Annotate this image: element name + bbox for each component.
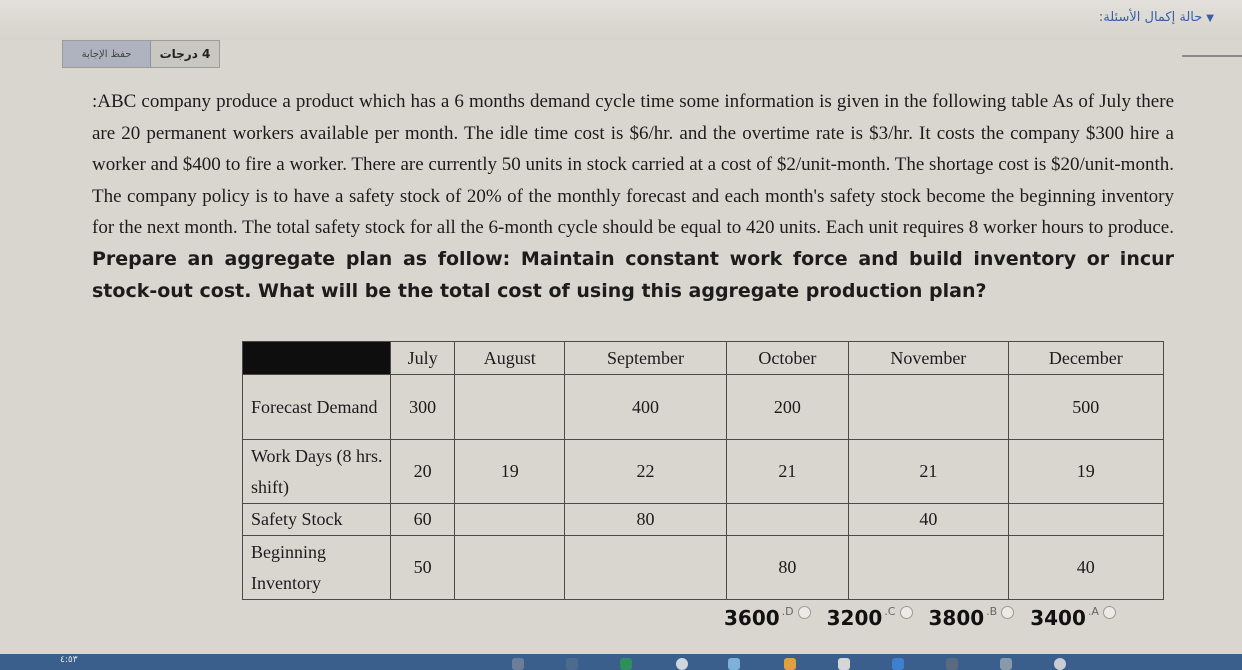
question-header [62,40,220,68]
month-header: September [565,342,727,375]
table-row [243,504,1164,536]
table-cell: 22 [565,440,727,504]
table-cell: 500 [1008,375,1163,440]
row-label: Forecast Demand [243,375,391,440]
table-cell [455,375,565,440]
table-cell [849,536,1009,600]
table-cell: 20 [391,440,455,504]
table-row [243,440,1164,504]
answer-option-d[interactable] [724,606,811,630]
answer-option-b[interactable] [929,606,1015,630]
table-cell [1008,504,1163,536]
month-header: December [1008,342,1163,375]
question-prompt: Prepare an aggregate plan as follow: Maintain constant work force and build inventory or incur stock-out cost. What will be the total cost of using this aggregate production plan? [92,247,1174,302]
radio-button[interactable] [798,606,811,619]
table-cell: 50 [391,536,455,600]
table-cell: 200 [726,375,848,440]
table-row [243,536,1164,600]
month-header: November [849,342,1009,375]
table-cell: 40 [1008,536,1163,600]
month-header: August [455,342,565,375]
radio-button[interactable] [900,606,913,619]
app-icon[interactable] [946,658,958,670]
table-cell: 80 [726,536,848,600]
app-icon[interactable] [1054,658,1066,670]
option-letter: .A [1087,604,1099,618]
table-row [243,375,1164,440]
app-icon[interactable] [620,658,632,670]
grade-label: 4 درجات [159,47,211,61]
table-cell: 19 [455,440,565,504]
table-cell [849,375,1009,440]
month-header: July [391,342,455,375]
option-value: 3200 [826,606,883,630]
month-header: October [726,342,848,375]
row-label: Beginning Inventory [243,536,391,600]
table-cell: 21 [849,440,1009,504]
app-icon[interactable] [784,658,796,670]
divider [1182,55,1242,57]
radio-button[interactable] [1103,606,1116,619]
table-cell: 40 [849,504,1009,536]
app-icon[interactable] [512,658,524,670]
app-icon[interactable] [566,658,578,670]
row-label: Work Days (8 hrs. shift) [243,440,391,504]
app-icon[interactable] [892,658,904,670]
option-value: 3600 [724,606,780,630]
option-letter: .D [781,604,794,618]
question-body: :ABC company produce a product which has a 6 months demand cycle time some information is given in the following table As of July there are 20 permanent workers available per month. The idle time cost is $6/hr. and the overtime rate is $3/hr. It costs the company $300 hire a worker and $400 to fire a worker. There are currently 50 units in stock carried at a cost of $2/unit-month. The shortage cost is $20/unit-month. The company policy is to have a safety stock of 20% of the monthly forecast and each month's safety stock become the beginning inventory for the next month. The total safety stock for all the 6-month cycle should be equal to 420 units. Each unit requires 8 worker hours to produce. [92,91,1174,239]
option-letter: .B [986,604,998,618]
app-icon[interactable] [838,658,850,670]
table-cell: 80 [565,504,727,536]
question-text [92,86,1174,307]
save-answer-button[interactable]: حفظ الإجابة [63,41,151,67]
app-icon[interactable] [676,658,688,670]
table-cell [455,536,565,600]
answer-option-c[interactable] [827,606,913,630]
answer-option-a[interactable] [1030,606,1116,630]
table-cell [455,504,565,536]
table-header-row [243,342,1164,375]
table-cell: 21 [726,440,848,504]
option-letter: .C [884,604,896,618]
table-cell [565,536,727,600]
option-value: 3800 [928,606,985,630]
option-value: 3400 [1030,606,1086,630]
app-icon[interactable] [728,658,740,670]
table-cell: 19 [1008,440,1163,504]
row-label: Safety Stock [243,504,391,536]
table-corner-cell [243,342,391,375]
taskbar [0,654,1242,670]
top-bar [0,0,1242,40]
app-icon[interactable] [1000,658,1012,670]
question-status-link[interactable]: ▼حالة إكمال الأسئلة: [1098,10,1214,25]
radio-button[interactable] [1001,606,1014,619]
table-cell: 400 [565,375,727,440]
aggregate-plan-table [242,341,1164,600]
table-cell [726,504,848,536]
table-cell: 60 [391,504,455,536]
taskbar-clock: ٤:٥٣ [60,655,78,665]
answer-options [724,603,1132,633]
chevron-down-icon: ▼ [1206,13,1214,24]
table-cell: 300 [391,375,455,440]
